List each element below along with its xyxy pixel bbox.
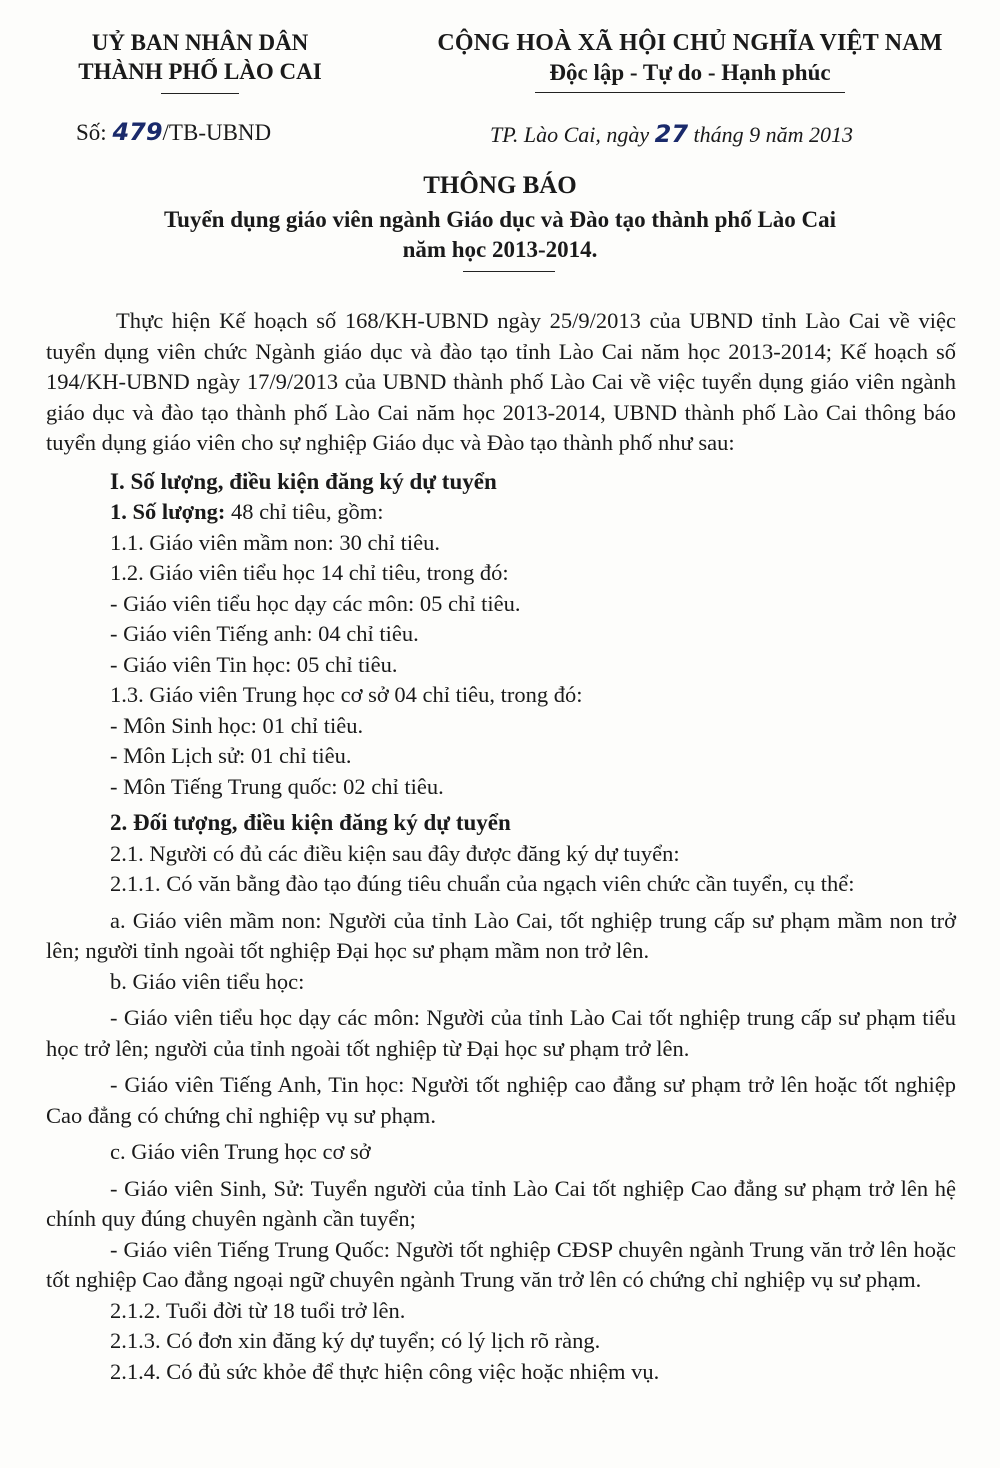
list-item: - Giáo viên tiểu học dạy các môn: 05 chỉ tiêu. <box>110 590 521 616</box>
document-number <box>76 118 271 146</box>
s1-quantity <box>46 497 956 528</box>
list-item: - Môn Lịch sử: 01 chỉ tiêu. <box>110 743 352 768</box>
list-item: a. Giáo viên mầm non: Người của tỉnh Lào Cai, tốt nghiệp trung cấp sư phạm mầm non trở lên; người tỉnh ngoài tốt nghiệp Đại học sư phạm mầm non trở lên. <box>46 907 956 963</box>
date-prefix: TP. Lào Cai, ngày <box>490 122 655 147</box>
list-item: - Giáo viên Tin học: 05 chỉ tiêu. <box>110 651 398 677</box>
list-item: 2.1.3. Có đơn xin đăng ký dự tuyển; có lý lịch rõ ràng. <box>110 1328 601 1353</box>
list-item: c. Giáo viên Trung học cơ sở <box>110 1139 371 1164</box>
section1-heading: I. Số lượng, điều kiện đăng ký dự tuyển <box>110 468 497 494</box>
authority-line1: UỶ BAN NHÂN DÂN <box>91 30 309 55</box>
doc-number-suffix: /TB-UBND <box>162 120 272 145</box>
list-item: - Giáo viên tiểu học dạy các môn: Người của tỉnh Lào Cai tốt nghiệp trung cấp sư phạm tiểu học trở lên; người của tỉnh ngoài tốt nghiệp từ Đại học sư phạm trở lên. <box>46 1005 956 1061</box>
document-body <box>46 306 956 1387</box>
date-day-handwritten: 27 <box>654 120 689 148</box>
date-suffix: tháng 9 năm 2013 <box>688 122 854 147</box>
issuing-authority <box>40 28 360 94</box>
list-item: 2.1.1. Có văn bằng đào tạo đúng tiêu chuẩn của ngạch viên chức cần tuyển, cụ thể: <box>110 871 855 896</box>
list-item: 1.2. Giáo viên tiểu học 14 chỉ tiêu, trong đó: <box>110 560 509 585</box>
doc-number-prefix: Số: <box>76 120 113 145</box>
doc-subtitle-line2: năm học 2013-2014. <box>402 237 598 262</box>
country-name: CỘNG HOÀ XÃ HỘI CHỦ NGHĨA VIỆT NAM <box>437 30 943 56</box>
list-item: 1.3. Giáo viên Trung học cơ sở 04 chỉ tiêu, trong đó: <box>110 682 583 707</box>
s1-quantity-text: 48 chỉ tiêu, gồm: <box>225 499 384 524</box>
motto: Độc lập - Tự do - Hạnh phúc <box>549 60 831 85</box>
national-motto <box>400 28 980 93</box>
list-item: 2.1.2. Tuổi đời từ 18 tuổi trở lên. <box>110 1297 406 1323</box>
doc-number-handwritten: 479 <box>112 118 163 146</box>
list-item: - Môn Tiếng Trung quốc: 02 chỉ tiêu. <box>110 773 444 799</box>
list-item: - Môn Sinh học: 01 chỉ tiêu. <box>110 712 364 738</box>
title-underline <box>463 271 555 272</box>
list-item: - Giáo viên Sinh, Sử: Tuyển người của tỉnh Lào Cai tốt nghiệp Cao đẳng sư phạm trở lên hệ chính quy đúng chuyên ngành cần tuyển; <box>46 1175 956 1231</box>
authority-underline <box>161 93 239 94</box>
s1-quantity-label: 1. Số lượng: <box>110 499 226 524</box>
section2-heading: 2. Đối tượng, điều kiện đăng ký dự tuyển <box>110 810 511 835</box>
doc-subtitle-line1: Tuyển dụng giáo viên ngành Giáo dục và Đào tạo thành phố Lào Cai <box>163 207 837 232</box>
list-item: b. Giáo viên tiểu học: <box>110 968 305 994</box>
intro-paragraph: Thực hiện Kế hoạch số 168/KH-UBND ngày 25/9/2013 của UBND tỉnh Lào Cai về việc tuyển dụng viên chức Ngành giáo dục và đào tạo tỉnh Lào Cai năm học 2013-2014; Kế hoạch số 194/KH-UBND ngày 17/9/2013 của UBND thành phố Lào Cai về việc tuyển dụng giáo viên ngành giáo dục và đào tạo thành phố Lào Cai năm học 2013-2014, UBND thành phố Lào Cai thông báo tuyển dụng giáo viên cho sự nghiệp Giáo dục và Đào tạo thành phố như sau: <box>46 308 956 455</box>
authority-line2: THÀNH PHỐ LÀO CAI <box>78 59 322 84</box>
motto-underline <box>535 92 845 93</box>
doc-title: THÔNG BÁO <box>423 172 577 199</box>
list-item: 1.1. Giáo viên mầm non: 30 chỉ tiêu. <box>110 529 440 555</box>
list-item: - Giáo viên Tiếng Trung Quốc: Người tốt nghiệp CĐSP chuyên ngành Trung văn trở lên hoặc tốt nghiệp Cao đẳng ngoại ngữ chuyên ngành Trung văn trở lên có chứng chỉ nghiệp vụ sư phạm. <box>46 1236 956 1292</box>
list-item: 2.1. Người có đủ các điều kiện sau đây được đăng ký dự tuyển: <box>110 840 680 866</box>
issue-date <box>490 120 853 148</box>
list-item: 2.1.4. Có đủ sức khỏe để thực hiện công việc hoặc nhiệm vụ. <box>110 1358 660 1384</box>
list-item: - Giáo viên Tiếng anh: 04 chỉ tiêu. <box>110 621 419 646</box>
list-item: - Giáo viên Tiếng Anh, Tin học: Người tốt nghiệp cao đẳng sư phạm trở lên hoặc tốt nghiệp Cao đẳng có chứng chỉ nghiệp vụ sư phạm. <box>46 1072 956 1128</box>
